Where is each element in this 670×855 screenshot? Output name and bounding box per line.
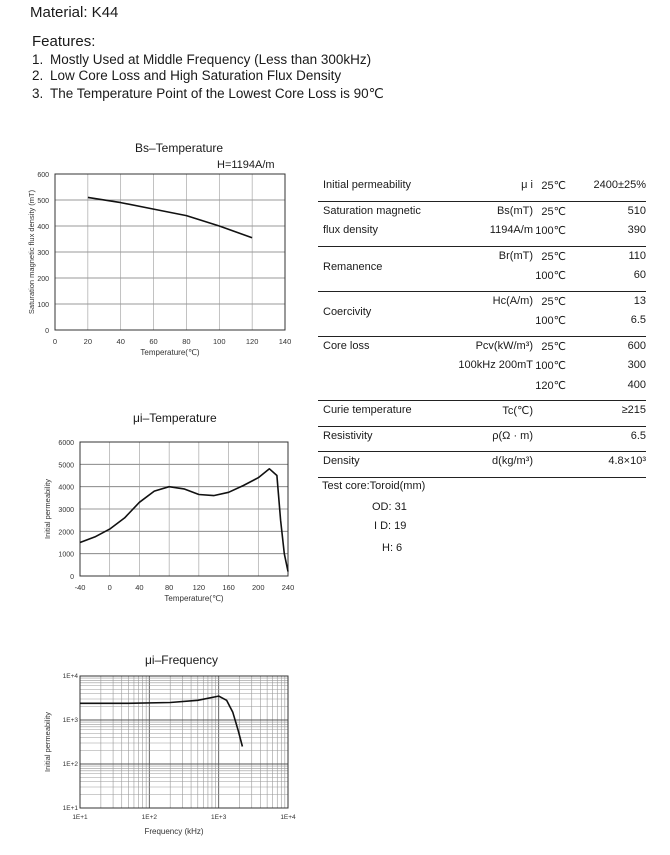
property-value: 390 [627, 224, 646, 236]
property-symbol: d(kg/m³) [492, 455, 533, 467]
property-value: 600 [627, 339, 646, 352]
property-symbol: ρ(Ω · m) [492, 429, 533, 442]
property-value: 6.5 [630, 429, 646, 442]
x-tick-label: 1E+1 [72, 814, 88, 821]
y-tick-label: 5000 [58, 462, 74, 470]
y-axis-label: Initial permeability [43, 711, 52, 773]
x-tick-label: 160 [222, 583, 235, 592]
feature-item [32, 68, 341, 83]
y-tick-label: 3000 [58, 507, 74, 514]
feature-text: The Temperature Point of the Lowest Core Loss is 90℃ [50, 86, 384, 101]
table-row [318, 291, 646, 337]
test-core-h: H: 6 [382, 542, 403, 554]
x-tick-label: 40 [116, 337, 125, 346]
feature-text: Mostly Used at Middle Frequency (Less than 300kHz) [50, 52, 372, 67]
property-temperature: 100℃ [535, 270, 566, 282]
y-tick-label: 100 [37, 302, 49, 309]
table-row [318, 336, 646, 402]
test-core-od: OD: 31 [372, 501, 407, 513]
property-symbol: μ i [521, 179, 533, 191]
y-tick-label: 2000 [58, 529, 74, 537]
y-tick-label: 1E+3 [62, 717, 78, 724]
ui-freq-chart-title: μi–Frequency [145, 653, 218, 667]
table-row [318, 246, 646, 292]
x-tick-label: 240 [281, 583, 295, 592]
x-tick-label: 40 [135, 583, 144, 592]
bs-chart-title: Bs–Temperature [135, 141, 224, 155]
property-value: 110 [628, 249, 646, 262]
x-tick-label: 1E+2 [141, 814, 158, 821]
table-row [318, 451, 646, 478]
table-row [318, 400, 646, 427]
x-tick-label: 120 [192, 583, 206, 592]
x-tick-label: 80 [164, 583, 174, 592]
property-temperature: 25℃ [541, 180, 566, 192]
features-heading: Features: [32, 33, 96, 50]
y-tick-label: 200 [37, 276, 49, 283]
property-value: 400 [627, 378, 646, 391]
y-tick-label: 6000 [58, 440, 74, 447]
x-tick-label: 200 [252, 583, 265, 592]
test-core-label: Test core:Toroid(mm) [322, 480, 426, 492]
ui-temp-chart-title: μi–Temperature [133, 411, 217, 425]
table-row [318, 426, 646, 453]
x-axis-label: Temperature(℃) [164, 594, 224, 603]
property-temperature: 25℃ [541, 205, 566, 218]
property-temperature: 25℃ [541, 250, 566, 263]
property-symbol: 100kHz 200mT [458, 359, 533, 371]
property-name: Density [323, 455, 360, 467]
feature-number: 3. [32, 86, 44, 101]
x-axis-label: Frequency (kHz) [144, 827, 204, 836]
table-row [318, 175, 646, 202]
property-symbol: Hc(A/m) [492, 294, 533, 307]
y-tick-label: 0 [45, 328, 49, 335]
property-temperature: 100℃ [535, 225, 566, 237]
x-tick-label: 80 [182, 337, 191, 346]
test-core-id: I D: 19 [374, 520, 407, 532]
y-tick-label: 1E+1 [62, 805, 78, 812]
property-value: 2400±25% [593, 179, 646, 191]
x-tick-label: 0 [52, 337, 58, 346]
y-tick-label: 1E+2 [62, 761, 78, 768]
property-value: 4.8×10³ [608, 455, 646, 467]
feature-item [32, 52, 371, 67]
y-tick-label: 1E+4 [62, 673, 78, 680]
series-line [80, 469, 288, 572]
series-line [80, 696, 242, 746]
property-name: Remanence [323, 261, 383, 273]
property-symbol: Br(mT) [498, 249, 533, 262]
feature-number: 2. [32, 68, 44, 83]
property-value: 13 [633, 294, 646, 307]
property-value: 60 [633, 269, 646, 281]
property-name: flux density [323, 224, 379, 236]
property-name: Saturation magnetic [323, 204, 421, 217]
y-axis-label: Initial permeability [43, 478, 52, 540]
property-symbol: Pcv(kW/m³) [475, 339, 533, 352]
bs-temperature-chart [20, 160, 300, 370]
x-axis-label: Temperature(℃) [140, 348, 200, 357]
y-axis-label: Saturation magnetic flux density (mT) [27, 189, 36, 315]
ui-frequency-chart [40, 668, 305, 840]
feature-text: Low Core Loss and High Saturation Flux Density [50, 68, 342, 83]
property-temperature: 25℃ [541, 295, 566, 308]
y-tick-label: 4000 [58, 484, 74, 492]
property-temperature: 25℃ [541, 340, 566, 353]
plot-frame [80, 676, 288, 808]
property-symbol: Tc(℃) [502, 405, 533, 417]
property-name: Coercivity [323, 306, 372, 318]
property-value: 300 [627, 359, 646, 371]
y-tick-label: 500 [37, 198, 49, 205]
x-tick-label: 60 [149, 337, 158, 346]
y-tick-label: 600 [37, 172, 49, 179]
feature-item [32, 86, 384, 102]
bs-chart-subtitle: H=1194A/m [217, 159, 275, 171]
x-tick-label: 1E+3 [210, 814, 227, 821]
feature-number: 1. [32, 52, 44, 67]
property-temperature: 100℃ [535, 360, 566, 372]
x-tick-label: 120 [245, 337, 259, 346]
property-temperature: 120℃ [535, 379, 566, 392]
property-name: Resistivity [323, 429, 373, 442]
x-tick-label: 20 [83, 337, 93, 346]
y-tick-label: 1000 [58, 551, 74, 559]
property-symbol: 1194A/m [489, 224, 533, 236]
x-tick-label: 100 [213, 337, 226, 346]
property-value: 510 [627, 204, 646, 217]
x-tick-label: 1E+4 [280, 814, 296, 821]
property-name: Initial permeability [323, 179, 412, 191]
property-symbol: Bs(mT) [496, 204, 533, 217]
x-tick-label: 0 [107, 583, 112, 592]
property-value: ≥215 [621, 404, 646, 416]
property-name: Curie temperature [323, 404, 412, 416]
series-line [88, 197, 252, 237]
y-tick-label: 0 [70, 574, 74, 581]
ui-temperature-chart [40, 428, 305, 608]
property-temperature: 100℃ [535, 315, 566, 327]
material-title: Material: K44 [30, 4, 119, 21]
y-tick-label: 300 [37, 250, 49, 257]
x-tick-label: 140 [278, 337, 292, 346]
table-row [318, 201, 646, 247]
property-value: 6.5 [630, 314, 646, 326]
y-tick-label: 400 [37, 224, 49, 231]
property-name: Core loss [323, 339, 370, 352]
x-tick-label: -40 [74, 583, 86, 592]
